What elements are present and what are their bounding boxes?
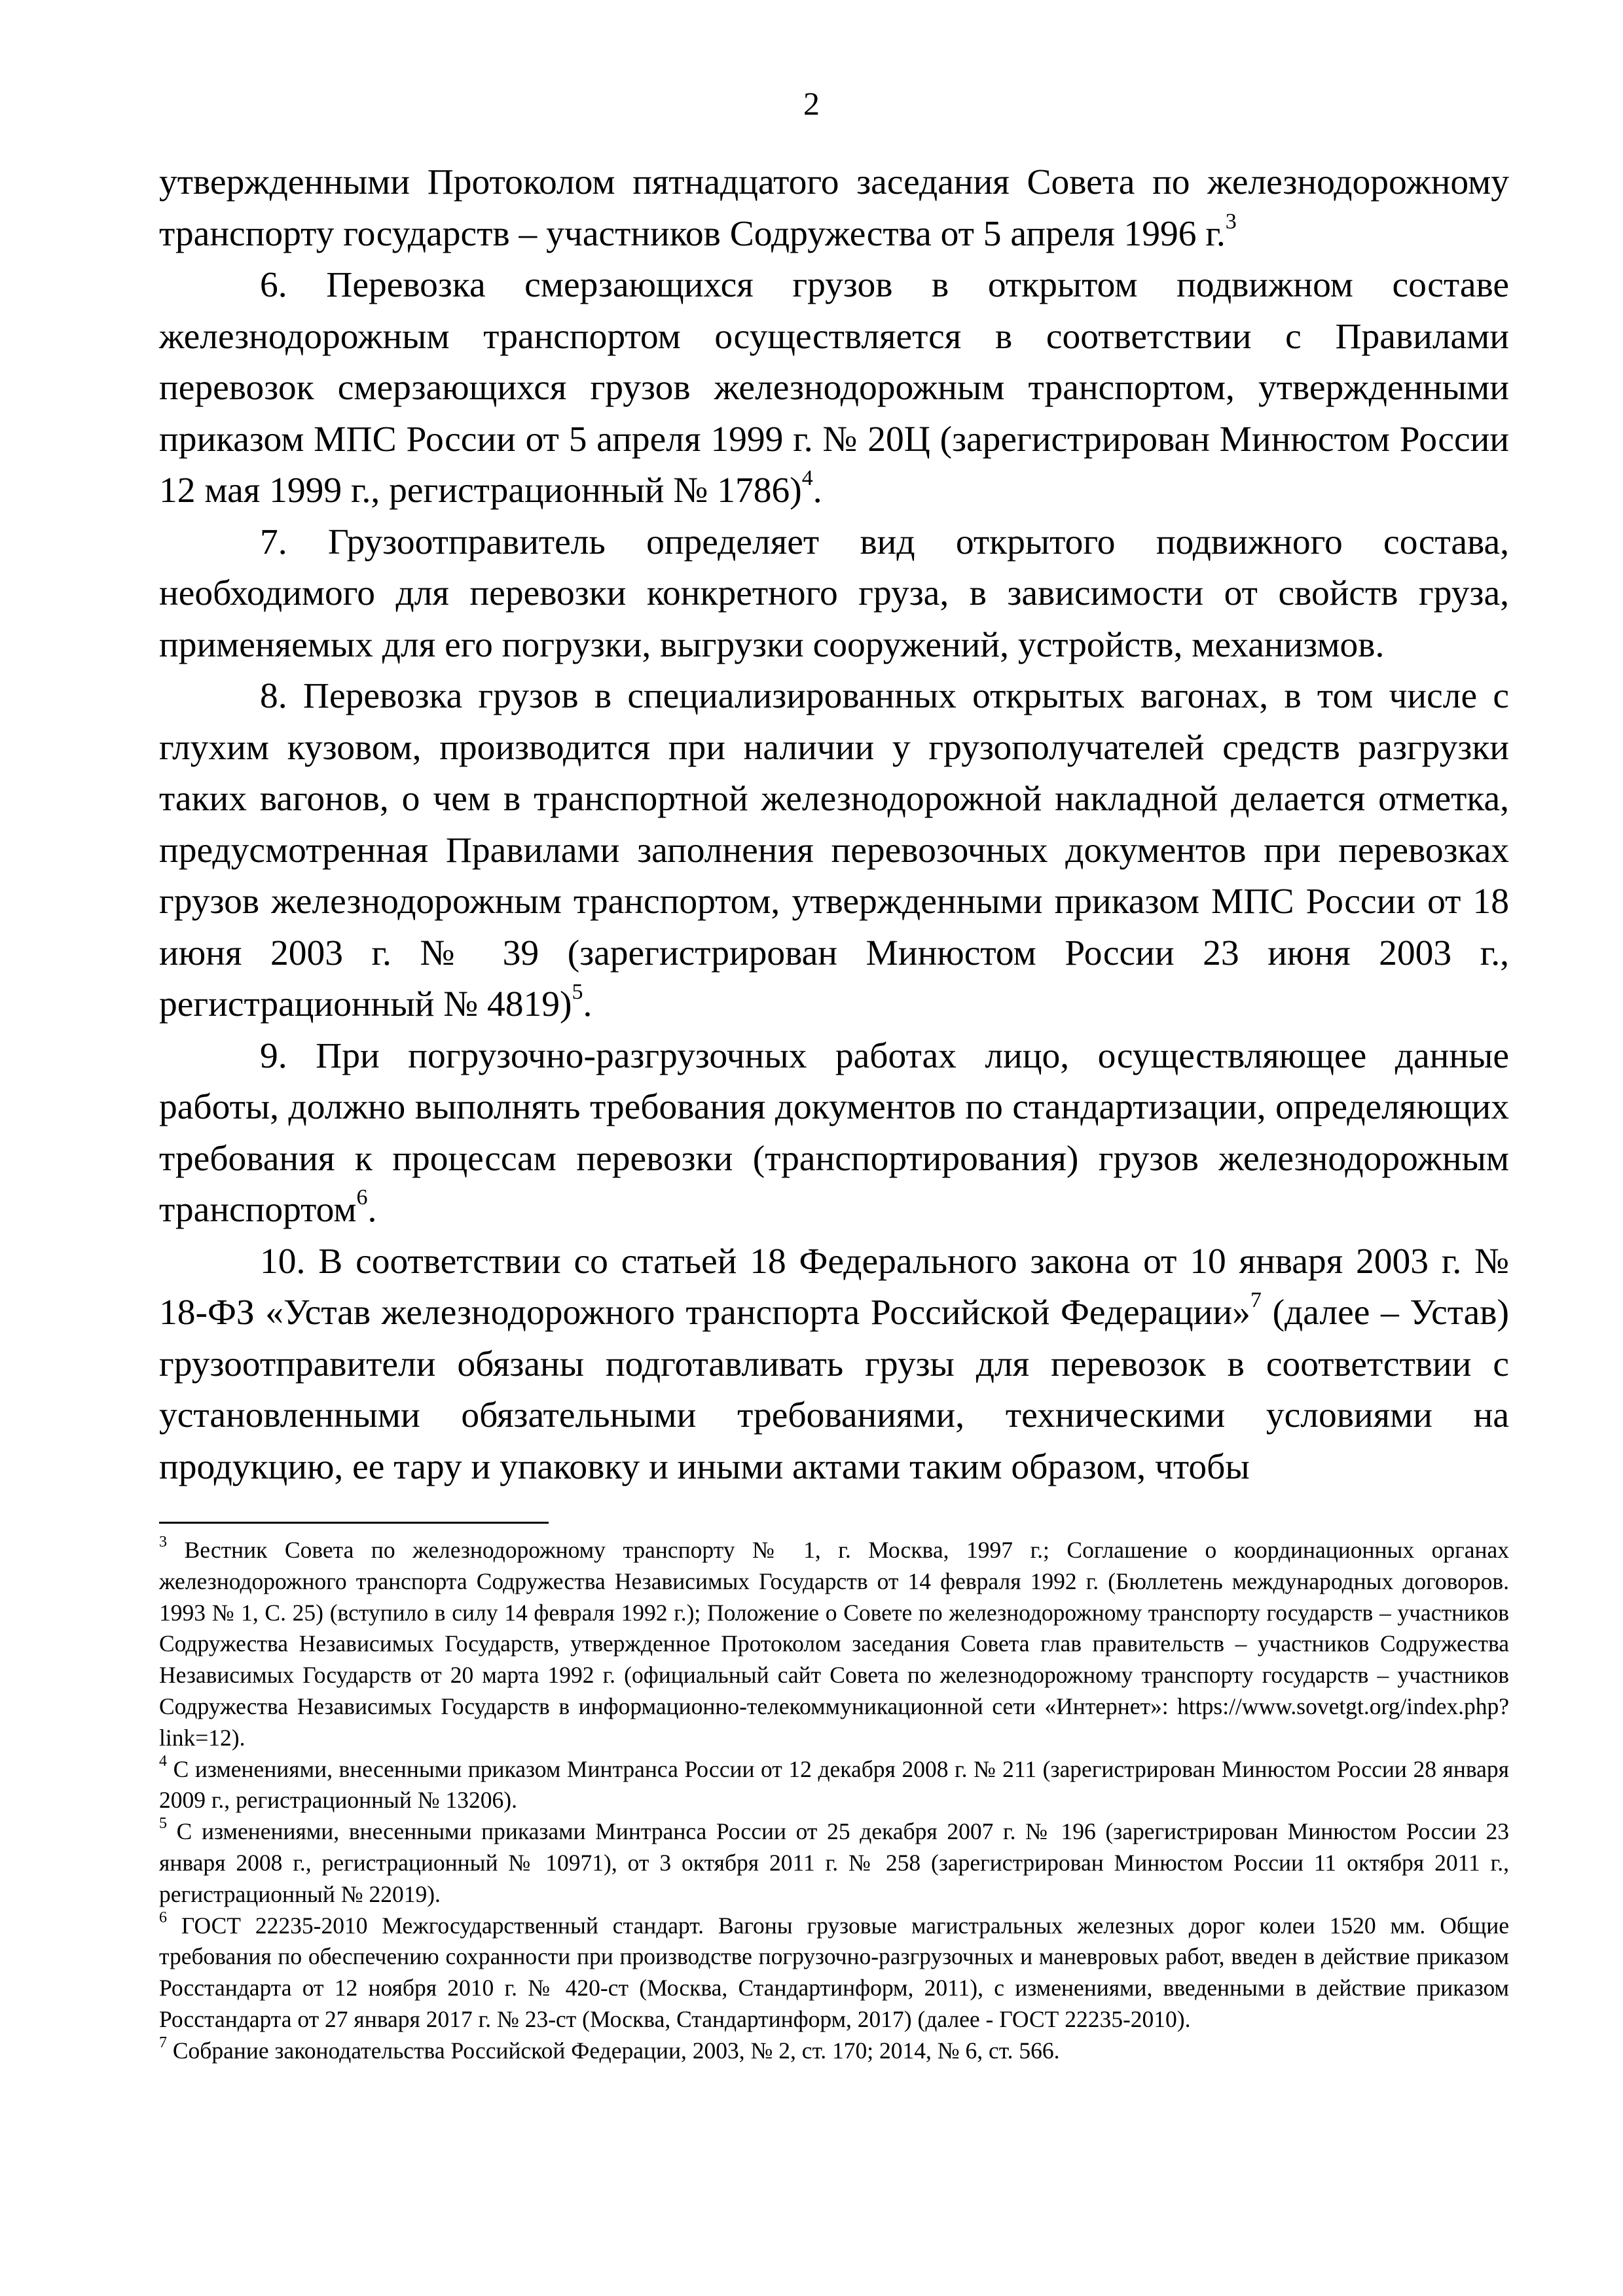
footnote-mark: 5 bbox=[159, 1815, 167, 1833]
paragraph-end: . bbox=[583, 984, 593, 1024]
paragraph-text-continued: (далее – Устав) грузоотправители обязаны подготавливать грузы для перевозок в соответствии с установленными обязательными требованиями, техническими условиями на продукцию, ее тару и упаковку и иными актами таким образом, чтобы bbox=[159, 1293, 1509, 1487]
paragraph-number: 6. bbox=[260, 265, 287, 305]
paragraph-number: 8. bbox=[260, 676, 287, 716]
footnote-text: ГОСТ 22235-2010 Межгосударственный стандарт. Вагоны грузовые магистральных железных дорог колеи 1520 мм. Общие требования по обеспечению сохранности при производстве погрузочно-разгрузочных и маневровых работ, введен в действие приказом Росстандарта от 12 ноября 2010 г. № 420-ст (Москва, Стандартинформ, 2011), с изменениями, введенными в действие приказом Росстандарта от 27 января 2017 г. № 23-ст (Москва, Стандартинформ, 2017) (далее - ГОСТ 22235-2010). bbox=[159, 1912, 1509, 2032]
paragraph-10 bbox=[159, 1236, 1509, 1494]
document-body bbox=[159, 157, 1509, 1493]
paragraph-end: . bbox=[367, 1190, 377, 1230]
paragraph-text: Перевозка грузов в специализированных открытых вагонах, в том числе с глухим кузовом, производится при наличии у грузополучателей средств разгрузки таких вагонов, о чем в транспортной железнодорожной накладной делается отметка, предусмотренная Правилами заполнения перевозочных документов при перевозках грузов железнодорожным транспортом, утвержденными приказом МПС России от 18 июня 2003 г. № 39 (зарегистрирован Минюстом России 23 июня 2003 г., регистрационный № 4819) bbox=[159, 676, 1509, 1024]
paragraph-number: 9. bbox=[260, 1035, 287, 1076]
paragraph-number: 7. bbox=[260, 522, 287, 562]
footnote-mark: 7 bbox=[159, 2034, 167, 2051]
paragraph-text: утвержденными Протоколом пятнадцатого заседания Совета по железнодорожному транспорту государств – участников Содружества от 5 апреля 1996 г. bbox=[159, 162, 1509, 254]
footnote-text: С изменениями, внесенными приказами Минтранса России от 25 декабря 2007 г. № 196 (зарегистрирован Минюстом России 23 января 2008 г., регистрационный № 10971), от 3 октября 2011 г. № 258 (зарегистрирован Минюстом России 11 октября 2011 г., регистрационный № 22019). bbox=[159, 1818, 1509, 1907]
paragraph-continuation bbox=[159, 157, 1509, 260]
footnote-ref: 3 bbox=[1225, 209, 1237, 234]
page-number: 2 bbox=[803, 85, 820, 122]
footnote-ref: 6 bbox=[356, 1185, 368, 1210]
footnote-mark: 4 bbox=[159, 1752, 167, 1770]
paragraph-7 bbox=[159, 517, 1509, 672]
footnote-ref: 7 bbox=[1250, 1288, 1262, 1312]
footnote-4 bbox=[159, 1754, 1509, 1817]
paragraph-8 bbox=[159, 671, 1509, 1031]
footnote-mark: 3 bbox=[159, 1534, 167, 1551]
footnote-ref: 5 bbox=[572, 980, 583, 1004]
paragraph-text: В соответствии со статьей 18 Федерального закона от 10 января 2003 г. № 18-ФЗ «Устав железнодорожного транспорта Российской Федерации» bbox=[159, 1241, 1510, 1333]
footnote-text: Собрание законодательства Российской Федерации, 2003, № 2, ст. 170; 2014, № 6, ст. 566. bbox=[167, 2037, 1060, 2064]
paragraph-6 bbox=[159, 260, 1509, 517]
footnote-3 bbox=[159, 1535, 1509, 1754]
footnote-7 bbox=[159, 2036, 1509, 2067]
paragraph-end: . bbox=[812, 471, 822, 511]
footnote-mark: 6 bbox=[159, 1909, 167, 1926]
footnote-5 bbox=[159, 1816, 1509, 1910]
paragraph-text: При погрузочно-разгрузочных работах лицо, осуществляющее данные работы, должно выполнять требования документов по стандартизации, определяющих требования к процессам перевозки (транспортирования) грузов железнодорожным транспортом bbox=[159, 1035, 1510, 1230]
paragraph-text: Перевозка смерзающихся грузов в открытом подвижном составе железнодорожным транспортом осуществляется в соответствии с Правилами перевозок смерзающихся грузов железнодорожным транспортом, утвержденными приказом МПС России от 5 апреля 1999 г. № 20Ц (зарегистрирован Минюстом России 12 мая 1999 г., регистрационный № 1786) bbox=[159, 265, 1510, 511]
footnote-separator bbox=[159, 1522, 549, 1524]
footnote-6 bbox=[159, 1910, 1509, 2036]
footnotes bbox=[159, 1535, 1509, 2067]
footnote-text: Вестник Совета по железнодорожному транспорту № 1, г. Москва, 1997 г.; Соглашение о координационных органах железнодорожного транспорта Содружества Независимых Государств от 14 февраля 1992 г. (Бюллетень международных договоров. 1993 № 1, С. 25) (вступило в силу 14 февраля 1992 г.); Положение о Совете по железнодорожному транспорту государств – участников Содружества Независимых Государств, утвержденное Протоколом заседания Совета глав правительств – участников Содружества Независимых Государств от 20 марта 1992 г. (официальный сайт Совета по железнодорожному транспорту государств – участников Содружества Независимых Государств в информационно-телекоммуникационной сети «Интернет»: https://www.sovetgt.org/index.php?link=12). bbox=[159, 1537, 1509, 1751]
paragraph-text: Грузоотправитель определяет вид открытого подвижного состава, необходимого для перевозки конкретного груза, в зависимости от свойств груза, применяемых для его погрузки, выгрузки сооружений, устройств, механизмов. bbox=[159, 522, 1510, 665]
footnote-ref: 4 bbox=[801, 466, 813, 490]
paragraph-9 bbox=[159, 1031, 1509, 1236]
footnote-text: С изменениями, внесенными приказом Минтранса России от 12 декабря 2008 г. № 211 (зарегистрирован Минюстом России 28 января 2009 г., регистрационный № 13206). bbox=[159, 1755, 1509, 1814]
paragraph-number: 10. bbox=[260, 1241, 306, 1282]
